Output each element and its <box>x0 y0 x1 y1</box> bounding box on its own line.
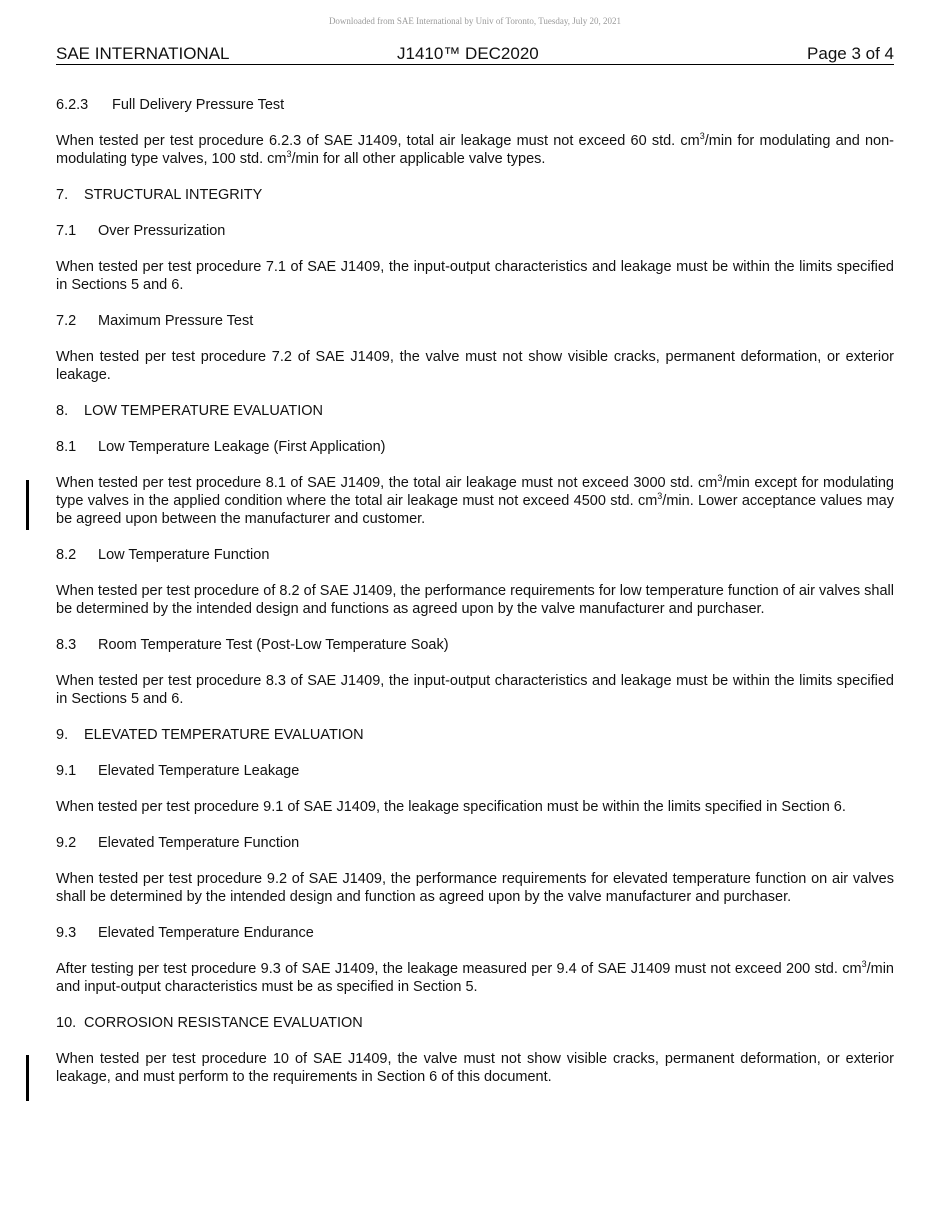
superscript: 3 <box>717 473 723 483</box>
section-number: 7.2 <box>56 313 77 329</box>
section-9-1-heading <box>56 762 894 780</box>
section-number: 8. <box>56 403 69 419</box>
section-8-1-heading <box>56 438 894 456</box>
header-doc-id: J1410™ DEC2020 <box>397 44 539 63</box>
download-notice: Downloaded from SAE International by Univ of Toronto, Tuesday, July 20, 2021 <box>328 16 622 26</box>
section-number: 8.2 <box>56 547 77 563</box>
section-number: 8.3 <box>56 637 77 653</box>
section-number: 8.1 <box>56 439 77 455</box>
header-page-number: Page 3 of 4 <box>807 44 894 63</box>
section-number: 10. <box>56 1015 77 1031</box>
superscript: 3 <box>657 491 663 501</box>
section-9-1-paragraph: When tested per test procedure 9.1 of SAE J1409, the leakage specification must be within the limits specified in Section 6. <box>56 799 846 815</box>
section-title: Low Temperature Leakage (First Application) <box>98 439 386 455</box>
change-bar <box>26 1055 29 1101</box>
section-title: Elevated Temperature Leakage <box>98 763 300 779</box>
section-7-1-heading <box>56 222 894 240</box>
section-title: Elevated Temperature Function <box>98 835 300 851</box>
section-title: Maximum Pressure Test <box>98 313 254 329</box>
change-bar <box>26 480 29 530</box>
section-title: LOW TEMPERATURE EVALUATION <box>84 403 324 419</box>
section-number: 7.1 <box>56 223 77 239</box>
section-number: 9.2 <box>56 835 77 851</box>
section-number: 6.2.3 <box>56 97 89 113</box>
section-number: 9. <box>56 727 69 743</box>
header-org: SAE INTERNATIONAL <box>56 44 230 63</box>
section-6-2-3-paragraph: When tested per test procedure 6.2.3 of SAE J1409, total air leakage must not exceed 60 std. $cm^3/\min$ for modulating and non-modulating type valves, 100 std. $cm^3/\min$ for all other applicable valve types. <box>56 131 895 167</box>
document-body <box>56 96 894 1086</box>
section-8-3-paragraph: When tested per test procedure 8.3 of SAE J1409, the input-output characteristics and leakage must be within the limits specified in Sections 5 and 6. <box>56 673 894 707</box>
section-9-2-heading <box>56 834 894 852</box>
section-8-1-paragraph: When tested per test procedure 8.1 of SAE J1409, the total air leakage must not exceed 3000 std. $cm^3/\min$ except for modulating type valves in the applied condition where the total air leakage must not exceed 4500 std. $cm^3/\min$. Lower acceptance values may be agreed upon between the manufacturer and customer. <box>56 473 894 527</box>
section-8-heading <box>56 402 894 420</box>
section-10-paragraph: When tested per test procedure 10 of SAE J1409, the valve must not show visible cracks, permanent deformation, or exterior leakage, and must perform to the requirements in Section 6 of this document. <box>56 1051 894 1085</box>
section-8-2-paragraph: When tested per test procedure of 8.2 of SAE J1409, the performance requirements for low temperature function of air valves shall be determined by the intended design and functions as agreed upon by the valve manufacturer and purchaser. <box>56 583 894 617</box>
section-7-2-paragraph: When tested per test procedure 7.2 of SAE J1409, the valve must not show visible cracks, permanent deformation, or exterior leakage. <box>56 349 894 383</box>
superscript: 3 <box>699 131 705 141</box>
section-9-3-paragraph: After testing per test procedure 9.3 of SAE J1409, the leakage measured per 9.4 of SAE J1409 must not exceed 200 std. $cm^3/\min$ and input-output characteristics must be as specified in Section 5. <box>56 959 894 995</box>
section-title: ELEVATED TEMPERATURE EVALUATION <box>84 727 364 743</box>
section-8-3-heading <box>56 636 894 654</box>
section-title: Low Temperature Function <box>98 547 270 563</box>
section-6-2-3-heading <box>56 96 894 114</box>
section-number: 7. <box>56 187 69 203</box>
section-7-1-paragraph: When tested per test procedure 7.1 of SAE J1409, the input-output characteristics and leakage must be within the limits specified in Sections 5 and 6. <box>56 259 894 293</box>
section-9-2-paragraph: When tested per test procedure 9.2 of SAE J1409, the performance requirements for elevated temperature function on air valves shall be determined by the intended design and function as agreed upon by the valve manufacturer and purchaser. <box>56 871 894 905</box>
section-10-heading <box>56 1014 894 1032</box>
section-title: Over Pressurization <box>98 223 226 239</box>
section-title: Elevated Temperature Endurance <box>98 925 314 941</box>
section-7-2-heading <box>56 312 894 330</box>
section-title: STRUCTURAL INTEGRITY <box>84 187 263 203</box>
superscript: 3 <box>861 959 867 969</box>
section-9-3-heading <box>56 924 894 942</box>
superscript: 3 <box>286 149 292 159</box>
section-8-2-heading <box>56 546 894 564</box>
section-7-heading <box>56 186 894 204</box>
section-title: CORROSION RESISTANCE EVALUATION <box>84 1015 363 1031</box>
section-title: Full Delivery Pressure Test <box>112 97 285 113</box>
section-9-heading <box>56 726 894 744</box>
page-header <box>56 44 894 65</box>
section-number: 9.1 <box>56 763 77 779</box>
section-number: 9.3 <box>56 925 77 941</box>
section-title: Room Temperature Test (Post-Low Temperature Soak) <box>98 637 449 653</box>
